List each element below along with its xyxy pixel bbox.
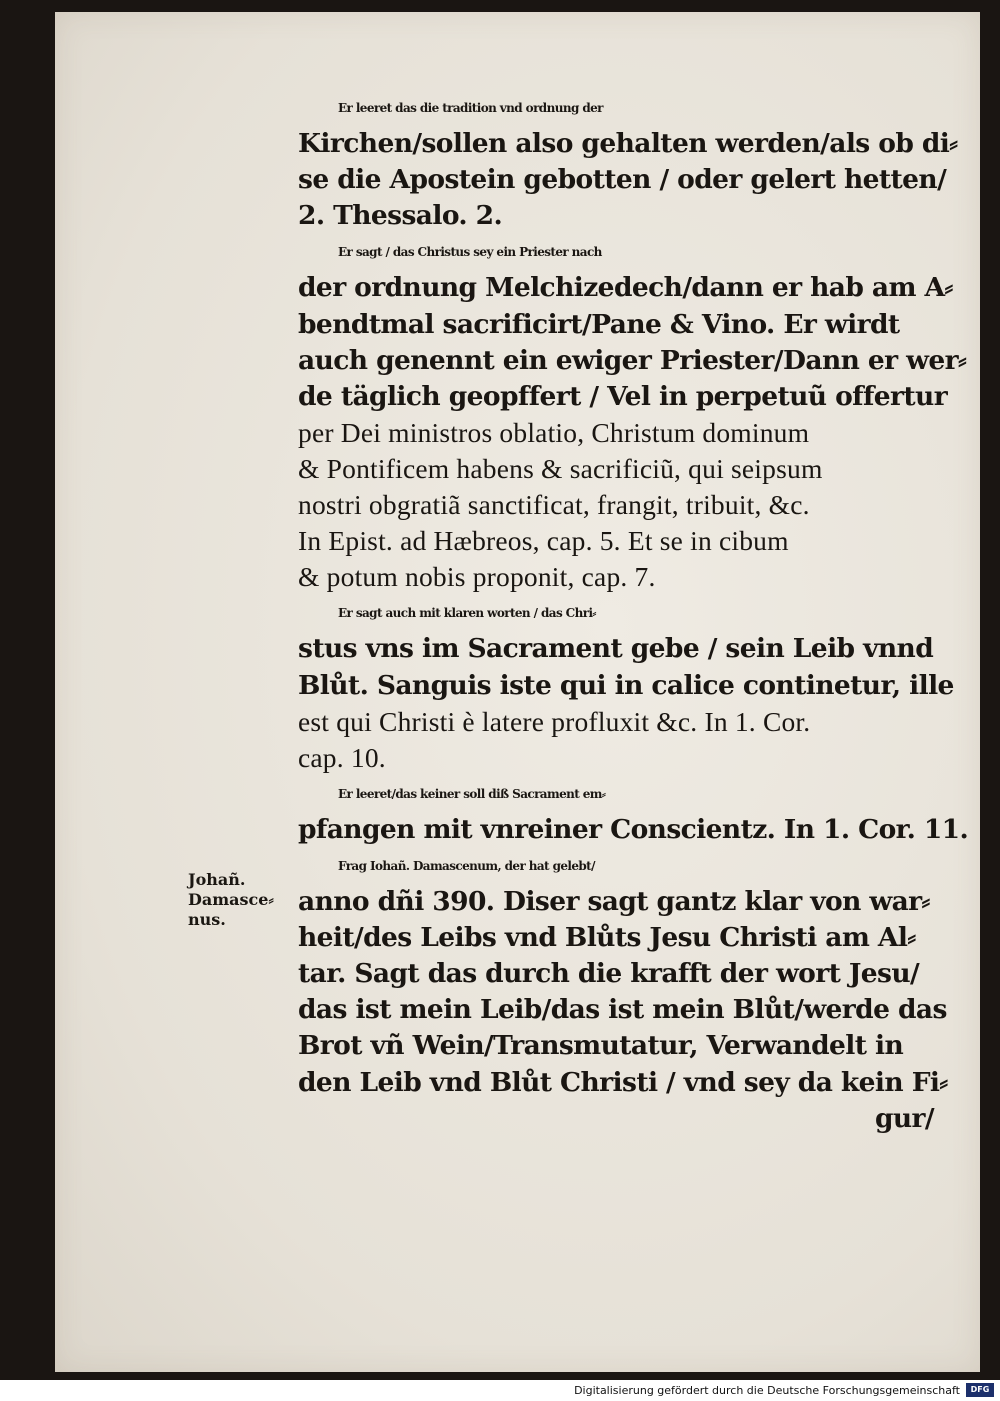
body-text <box>298 90 970 1137</box>
text-line: per Dei ministros oblatio, Christum dominum <box>298 416 810 448</box>
text-line: nostri obgratiã sanctificat, frangit, tribuit, &c. <box>298 489 810 521</box>
text-line: Brot vñ Wein/Transmutatur, Verwandelt in <box>298 1030 904 1062</box>
margin-note-line: Johañ. <box>188 870 246 889</box>
text-line: tar. Sagt das durch die krafft der wort Jesu/ <box>298 958 920 990</box>
text-line: anno dñi 390. Diser sagt gantz klar von war⸗ <box>298 886 930 918</box>
text-line: bendtmal sacrificirt/Pane & Vino. Er wirdt <box>298 308 900 340</box>
text-line: Kirchen/sollen also gehalten werden/als ob di⸗ <box>298 128 958 160</box>
text-line: & potum nobis proponit, cap. 7. <box>298 561 656 593</box>
text-line: heit/des Leibs vnd Blůts Jesu Christi am Al⸗ <box>298 922 916 954</box>
text-line: Blůt. Sanguis iste qui in calice continetur, ille <box>298 669 954 701</box>
dfg-logo: DFG <box>966 1383 994 1397</box>
margin-note <box>188 870 288 930</box>
text-line: Er leeret/das keiner soll diß Sacrament em⸗ <box>338 786 606 801</box>
text-line: & Pontificem habens & sacrificiũ, qui seipsum <box>298 452 823 484</box>
footer-bar <box>0 1380 1000 1401</box>
text-line: Er leeret das die tradition vnd ordnung der <box>338 101 603 115</box>
text-line: Er sagt / das Christus sey ein Priester nach <box>338 245 602 260</box>
text-line: cap. 10. <box>298 741 386 773</box>
text-line: pfangen mit vnreiner Conscientz. In 1. Cor. 11. <box>298 813 969 845</box>
text-line: auch genennt ein ewiger Priester/Dann er wer⸗ <box>298 344 967 376</box>
text-line: se die Apostein gebotten / oder gelert hetten/ <box>298 164 947 196</box>
text-line: der ordnung Melchizedech/dann er hab am A⸗ <box>298 272 953 304</box>
text-line: das ist mein Leib/das ist mein Blůt/werde das <box>298 994 947 1026</box>
text-line: stus vns im Sacrament gebe / sein Leib vnnd <box>298 633 934 665</box>
margin-note-line: nus. <box>188 910 226 929</box>
funding-note: Digitalisierung gefördert durch die Deutsche Forschungsgemeinschaft <box>574 1384 960 1397</box>
text-line: Frag Iohañ. Damascenum, der hat gelebt/ <box>338 858 595 873</box>
text-line: gur/ <box>874 1102 934 1134</box>
text-line: Er sagt auch mit klaren worten / das Chri⸗ <box>338 606 596 621</box>
text-line: den Leib vnd Blůt Christi / vnd sey da kein Fi⸗ <box>298 1066 948 1098</box>
text-line: de täglich geopffert / Vel in perpetuũ offertur <box>298 380 948 412</box>
text-line: 2. Thessalo. 2. <box>298 200 503 232</box>
text-line: In Epist. ad Hæbreos, cap. 5. Et se in cibum <box>298 525 789 557</box>
text-line: est qui Christi è latere profluxit &c. In 1. Cor. <box>298 705 811 737</box>
margin-note-line: Damasce⸗ <box>188 890 274 909</box>
